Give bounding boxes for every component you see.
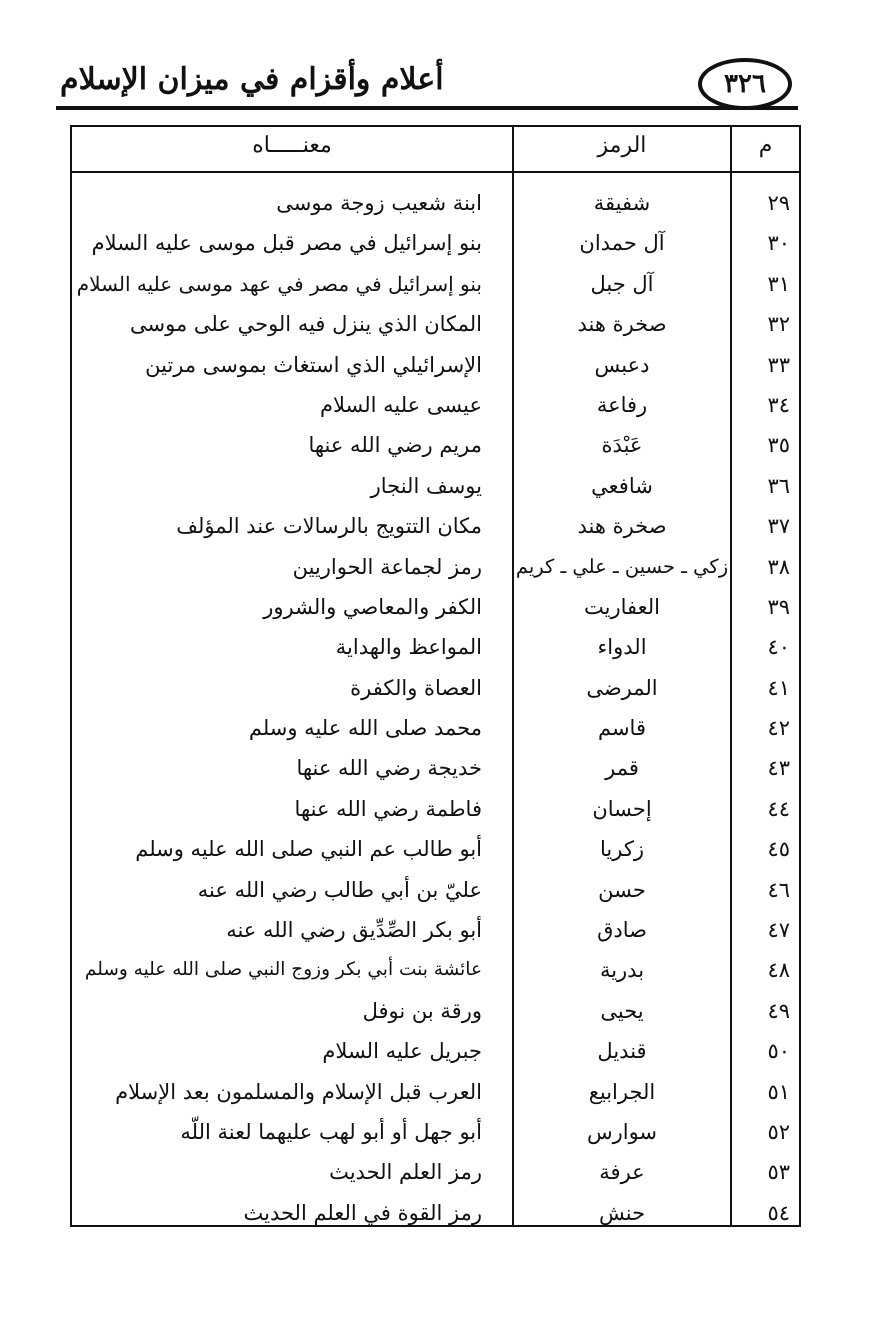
row-symbol: دعبس: [594, 352, 650, 377]
table-row: [72, 708, 799, 748]
row-number: ٢٩: [767, 191, 790, 215]
table-row: [72, 264, 799, 304]
table-row: [72, 345, 799, 385]
row-number: ٣٤: [767, 392, 790, 417]
table-row: [72, 183, 799, 223]
row-symbol: حسن: [598, 877, 646, 902]
row-number: ٤٩: [767, 998, 790, 1023]
row-number: ٥٢: [767, 1119, 790, 1144]
table-row: [72, 789, 799, 829]
row-meaning: جبريل عليه السلام: [322, 1039, 482, 1064]
row-meaning: العصاة والكفرة: [350, 675, 482, 700]
table-row: [72, 870, 799, 910]
row-number: ٤٢: [767, 716, 790, 741]
table-row: [72, 950, 799, 990]
row-number: ٥٣: [767, 1160, 790, 1185]
row-meaning: رمز لجماعة الحواريين: [292, 554, 482, 579]
row-meaning: رمز العلم الحديث: [329, 1160, 482, 1185]
table-row: [72, 910, 799, 950]
table-row: [72, 385, 799, 425]
row-number: ٣٣: [767, 352, 790, 377]
table-body: [72, 183, 799, 1233]
row-number: ٥٠: [767, 1039, 790, 1064]
table-row: [72, 1112, 799, 1152]
symbols-table: [70, 125, 801, 1227]
table-row: [72, 627, 799, 667]
row-meaning: يوسف النجار: [370, 473, 482, 498]
book-title: أعلام وأقزام في ميزان الإسلام: [60, 62, 444, 97]
table-row: [72, 829, 799, 869]
table-row: [72, 748, 799, 788]
row-symbol: حنش: [598, 1200, 646, 1225]
row-number: ٤١: [767, 675, 790, 700]
table-row: [72, 223, 799, 263]
row-meaning: بنو إسرائيل في مصر قبل موسى عليه السلام: [91, 231, 482, 256]
row-meaning: رمز القوة في العلم الحديث: [243, 1200, 482, 1225]
row-meaning: بنو إسرائيل في مصر في عهد موسى عليه السلام: [76, 271, 482, 296]
row-symbol: قاسم: [597, 716, 646, 741]
table-row: [72, 1193, 799, 1233]
table-row: [72, 425, 799, 465]
row-meaning: المواعظ والهداية: [335, 635, 482, 660]
row-number: ٣١: [767, 271, 790, 296]
row-meaning: المكان الذي ينزل فيه الوحي على موسى: [130, 312, 482, 337]
row-number: ٤٦: [767, 877, 790, 902]
column-header-number: م: [758, 133, 773, 158]
row-meaning: عيسى عليه السلام: [319, 392, 482, 417]
row-number: ٣٩: [767, 594, 790, 619]
row-symbol: المرضى: [586, 675, 658, 700]
header-rule: [56, 106, 798, 110]
table-row: [72, 506, 799, 546]
table-row: [72, 1072, 799, 1112]
row-meaning: الكفر والمعاصي والشرور: [263, 594, 482, 619]
row-meaning: خديجة رضي الله عنها: [296, 756, 482, 781]
row-meaning: أبو جهل أو أبو لهب عليهما لعنة اللّه: [180, 1119, 482, 1144]
row-symbol: العفاريت: [584, 594, 660, 619]
row-symbol: آل حمدان: [579, 231, 665, 256]
row-number: ٤٠: [767, 635, 790, 660]
row-number: ٣٠: [767, 231, 790, 256]
row-symbol: صادق: [597, 918, 647, 943]
page-header: [56, 58, 798, 110]
row-symbol: عَبْدَة: [601, 433, 643, 458]
row-symbol: بدرية: [599, 958, 645, 983]
row-meaning: محمد صلى الله عليه وسلم: [248, 716, 482, 741]
row-symbol: شافعي: [591, 473, 653, 498]
row-symbol: سوارس: [586, 1119, 658, 1144]
row-symbol: عرفة: [599, 1160, 645, 1185]
row-number: ٣٢: [767, 312, 790, 337]
row-symbol: صخرة هند: [577, 514, 667, 539]
row-meaning: الإسرائيلي الذي استغاث بموسى مرتين: [145, 352, 482, 377]
row-number: ٤٤: [767, 796, 790, 821]
row-meaning: مكان التتويج بالرسالات عند المؤلف: [176, 514, 482, 539]
row-number: ٣٨: [767, 554, 790, 579]
row-meaning: ورقة بن نوفل: [362, 998, 482, 1023]
row-symbol: إحسان: [592, 796, 652, 821]
row-number: ٣٦: [767, 473, 790, 498]
row-symbol: قنديل: [597, 1039, 647, 1064]
row-meaning: أبو طالب عم النبي صلى الله عليه وسلم: [135, 837, 482, 862]
row-symbol: صخرة هند: [577, 312, 667, 337]
row-number: ٥٤: [767, 1200, 790, 1225]
row-symbol: الدواء: [597, 635, 647, 660]
row-number: ٤٧: [767, 918, 790, 943]
table-row: [72, 466, 799, 506]
table-row: [72, 668, 799, 708]
page-number: ٣٢٦: [698, 58, 792, 110]
row-symbol: زكريا: [600, 837, 644, 862]
row-number: ٥١: [767, 1079, 790, 1104]
row-number: ٤٥: [767, 837, 790, 862]
row-symbol: يحيى: [600, 998, 644, 1023]
column-header-symbol: الرمز: [597, 133, 647, 158]
row-number: ٣٧: [767, 514, 790, 539]
row-number: ٣٥: [767, 433, 790, 458]
row-symbol: زكي ـ حسين ـ علي ـ كريم: [515, 554, 729, 578]
row-meaning: أبو بكر الصِّدِّيق رضي الله عنه: [226, 918, 482, 943]
row-meaning: عليّ بن أبي طالب رضي الله عنه: [197, 877, 482, 902]
row-number: ٤٨: [767, 958, 790, 983]
row-symbol: شفيقة: [593, 191, 651, 215]
row-meaning: العرب قبل الإسلام والمسلمون بعد الإسلام: [115, 1079, 482, 1104]
row-symbol: الجرابيع: [588, 1079, 656, 1104]
row-meaning: ابنة شعيب زوجة موسى: [276, 191, 482, 215]
row-meaning: عائشة بنت أبي بكر وزوج النبي صلى الله عليه وسلم: [84, 959, 482, 981]
table-row: [72, 1031, 799, 1071]
table-row: [72, 547, 799, 587]
column-header-meaning: معنـــــاه: [252, 133, 332, 158]
header-row-divider: [72, 171, 799, 173]
row-symbol: آل جبل: [590, 271, 654, 296]
row-meaning: فاطمة رضي الله عنها: [294, 796, 482, 821]
row-meaning: مريم رضي الله عنها: [308, 433, 482, 458]
table-row: [72, 587, 799, 627]
row-symbol: رفاعة: [596, 392, 648, 417]
row-symbol: قمر: [605, 756, 639, 781]
table-row: [72, 1152, 799, 1192]
table-row: [72, 991, 799, 1031]
table-row: [72, 304, 799, 344]
row-number: ٤٣: [767, 756, 790, 781]
